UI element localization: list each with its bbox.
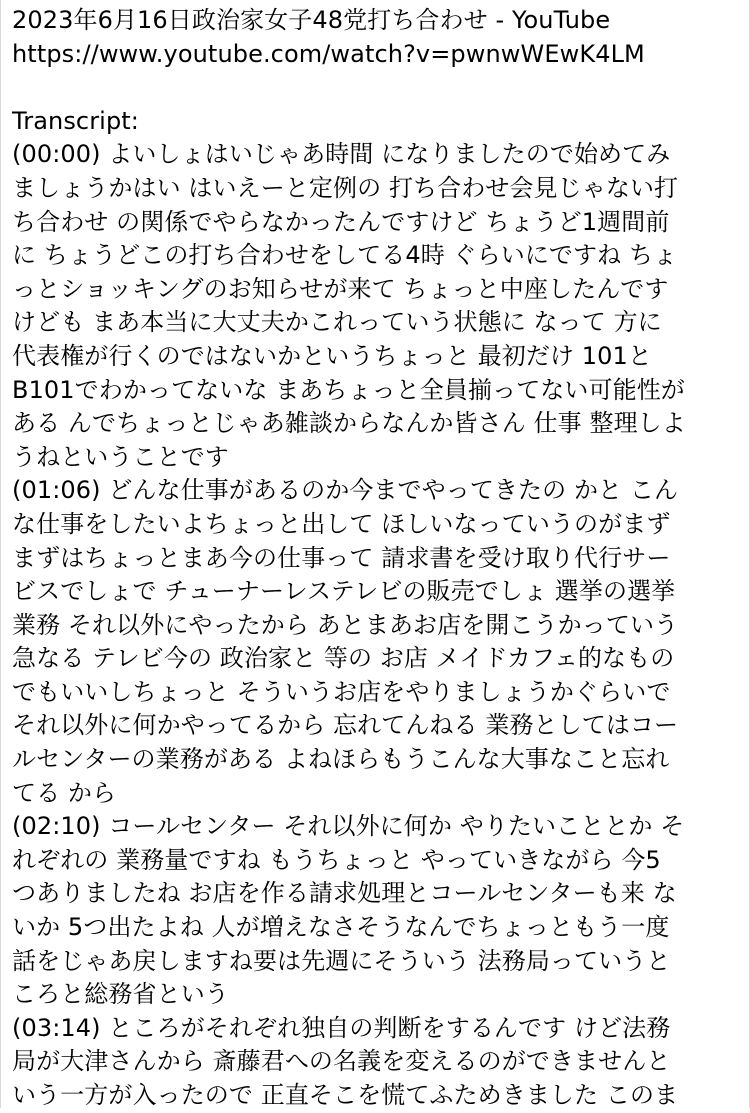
left-edge-divider	[0, 0, 1, 1108]
transcript-line: てる から	[12, 778, 117, 807]
transcript-line: 業務 それ以外にやったから あとまあお店を開こうかっていう	[12, 610, 679, 639]
transcript-line: (00:00) よいしょはいじゃあ時間 になりましたので始めてみ	[12, 140, 671, 169]
transcript-line: (02:10) コールセンター それ以外に何か やりたいこととか そ	[12, 812, 685, 841]
transcript-line: ましょうかはい はいえーと定例の 打ち合わせ会見じゃない打	[12, 173, 679, 202]
transcript-line: (03:14) ところがそれぞれ独自の判断をするんです けど法務	[12, 1013, 671, 1042]
transcript-line: いう一方が入ったので 正直そこを慌てふためきました このま	[12, 1081, 679, 1109]
transcript-line: っとショッキングのお知らせが来て ちょっと中座したんです	[12, 274, 669, 303]
transcript-line: 代表権が行くのではないかというちょっと 最初だけ 101と	[12, 341, 652, 370]
transcript-line: ち合わせ の関係でやらなかったんですけど ちょうど1週間前	[12, 207, 670, 236]
transcript-line: まずはちょっとまあ今の仕事って 請求書を受け取り代行サー	[12, 543, 671, 572]
transcript-line: でもいいしちょっと そういうお店をやりましょうかぐらいで	[12, 677, 671, 706]
transcript-line: いか 5つ出たよね 人が増えなさそうなんでちょっともう一度	[12, 913, 670, 942]
transcript-line: それ以外に何かやってるから 忘れてんねる 業務としてはコー	[12, 711, 679, 740]
transcript-line: ビスでしょで チューナーレステレビの販売でしょ 選挙の選挙	[12, 577, 676, 606]
transcript-line: つありましたね お店を作る請求処理とコールセンターも来 な	[12, 879, 677, 908]
video-title: 2023年6月16日政治家女子48党打ち合わせ - YouTube	[12, 6, 611, 34]
transcript-line: 局が大津さんから 斎藤君への名義を変えるのができませんと	[12, 1047, 671, 1076]
transcript-document	[12, 4, 738, 1113]
transcript-line: ころと総務省という	[12, 980, 229, 1009]
blank-line	[12, 71, 738, 105]
transcript-line: うねということです	[12, 442, 229, 471]
transcript-line: けども まあ本当に大丈夫かこれっていう状態に なって 方に	[12, 308, 662, 337]
transcript-line: 話をじゃあ戻しますね要は先週にそういう 法務局っていうと	[12, 946, 671, 975]
transcript-line: ルセンターの業務がある よねほらもうこんな大事なこと忘れ	[12, 745, 670, 774]
transcript-line: B101でわかってないな まあちょっと全員揃ってない可能性が	[12, 375, 685, 404]
transcript-line: 急なる テレビ今の 政治家と 等の お店 メイドカフェ的なもの	[12, 644, 675, 673]
transcript-line: ある んでちょっとじゃあ雑談からなんか皆さん 仕事 整理しよ	[12, 409, 686, 438]
transcript-line: な仕事をしたいよちょっと出して ほしいなっていうのがまず	[12, 509, 671, 538]
video-url: https://www.youtube.com/watch?v=pwnwWEwK4LM	[12, 39, 645, 68]
transcript-line: に ちょうどこの打ち合わせをしてる4時 ぐらいにですね ちょ	[12, 241, 678, 270]
transcript-line: (01:06) どんな仕事があるのか今までやってきたの かと こん	[12, 476, 679, 505]
transcript-line: れぞれの 業務量ですね もうちょっと やっていきながら 今5	[12, 845, 661, 874]
transcript-heading: Transcript:	[12, 106, 139, 135]
